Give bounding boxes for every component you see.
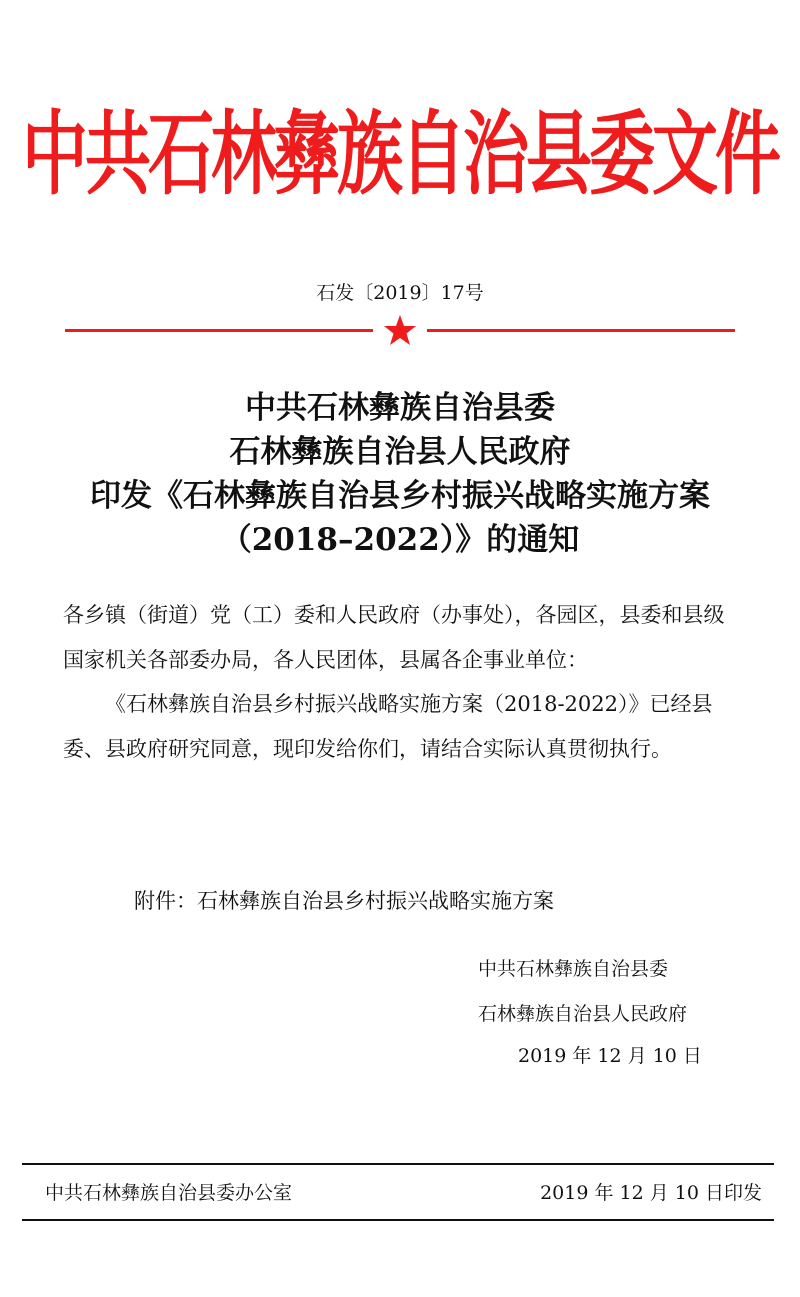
signature-date: 2019 年 12 月 10 日 bbox=[518, 1045, 702, 1067]
red-divider-left bbox=[65, 329, 373, 332]
title-line: 中共石林彝族自治县委 bbox=[245, 390, 555, 426]
document-body bbox=[63, 593, 743, 771]
signature-org-government: 石林彝族自治县人民政府 bbox=[478, 1003, 688, 1025]
footer-issue-date: 2019 年 12 月 10 日印发 bbox=[540, 1182, 762, 1204]
title-line: 石林彝族自治县人民政府 bbox=[229, 434, 571, 470]
body-paragraph: 《石林彝族自治县乡村振兴战略实施方案（2018-2022）》已经县委、县政府研究同意，现印发给你们，请结合实际认真贯彻执行。 bbox=[63, 692, 713, 761]
title-line: （2018–2022）》的通知 bbox=[220, 522, 580, 558]
footer-bottom-rule bbox=[22, 1219, 774, 1221]
document-masthead: 中共石林彝族自治县委文件 bbox=[22, 99, 778, 208]
document-number: 石发〔2019〕17号 bbox=[316, 282, 484, 304]
footer-issuing-office: 中共石林彝族自治县委办公室 bbox=[45, 1182, 293, 1204]
salutation: 各乡镇（街道）党（工）委和人民政府（办事处），各园区，县委和县级国家机关各部委办局，各人民团体，县属各企事业单位： bbox=[63, 603, 725, 672]
signature-org-party: 中共石林彝族自治县委 bbox=[478, 958, 669, 980]
footer-top-rule bbox=[22, 1163, 774, 1165]
document-title bbox=[0, 386, 800, 562]
red-divider-right bbox=[427, 329, 735, 332]
star-icon bbox=[383, 314, 417, 346]
attachment-line: 附件：石林彝族自治县乡村振兴战略实施方案 bbox=[134, 889, 554, 913]
title-line: 印发《石林彝族自治县乡村振兴战略实施方案 bbox=[90, 478, 710, 514]
